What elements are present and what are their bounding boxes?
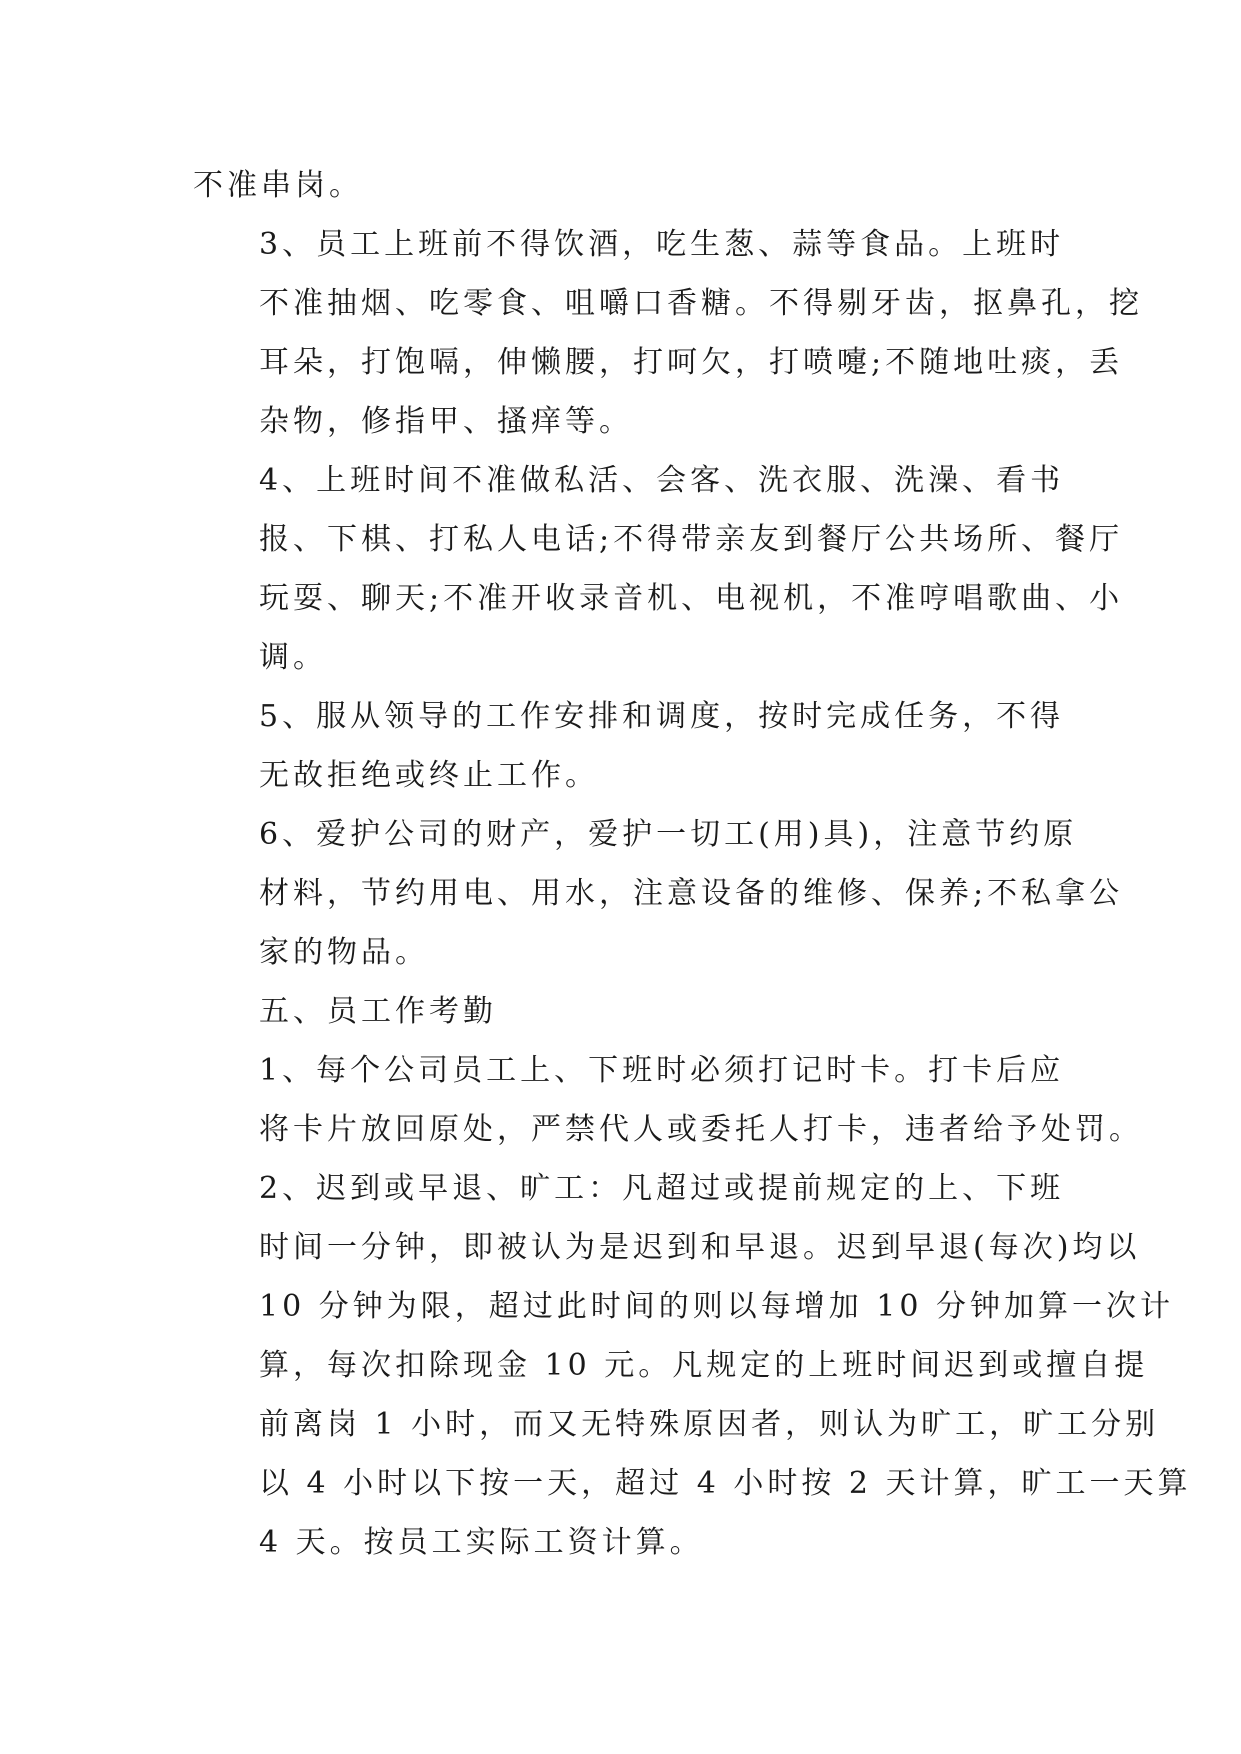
text-line: 耳朵，打饱嗝，伸懒腰，打呵欠，打喷嚏;不随地吐痰，丢 — [259, 345, 1124, 380]
paragraph-rule-4 — [193, 451, 1124, 687]
text-line: 无故拒绝或终止工作。 — [259, 758, 599, 793]
text-line: 五、员工作考勤 — [259, 994, 497, 1029]
text-line: 时间一分钟，即被认为是迟到和早退。迟到早退(每次)均以 — [259, 1230, 1141, 1265]
text-line: 材料，节约用电、用水，注意设备的维修、保养;不私拿公 — [259, 876, 1124, 911]
text-line: 报、下棋、打私人电话;不得带亲友到餐厅公共场所、餐厅 — [259, 522, 1124, 557]
text-line: 以 4 小时以下按一天，超过 4 小时按 2 天计算，旷工一天算 — [259, 1466, 1192, 1501]
text-line: 将卡片放回原处，严禁代人或委托人打卡，违者给予处罚。 — [259, 1112, 1143, 1147]
text-line: 杂物，修指甲、搔痒等。 — [259, 404, 633, 439]
text-line: 算，每次扣除现金 10 元。凡规定的上班时间迟到或擅自提 — [259, 1348, 1149, 1383]
paragraph-attendance-2 — [193, 1159, 1192, 1572]
text-line: 4、上班时间不准做私活、会客、洗衣服、洗澡、看书 — [259, 463, 1065, 498]
text-line: 不准串岗。 — [193, 168, 363, 203]
text-line: 10 分钟为限，超过此时间的则以每增加 10 分钟加算一次计 — [259, 1289, 1174, 1324]
text-line: 不准抽烟、吃零食、咀嚼口香糖。不得剔牙齿，抠鼻孔，挖 — [259, 286, 1143, 321]
text-line: 6、爱护公司的财产，爱护一切工(用)具)，注意节约原 — [259, 817, 1078, 852]
text-line: 前离岗 1 小时，而又无特殊原因者，则认为旷工，旷工分别 — [259, 1407, 1160, 1442]
section-heading-attendance — [193, 982, 1093, 1041]
text-line: 1、每个公司员工上、下班时必须打记时卡。打卡后应 — [259, 1053, 1065, 1088]
document-body — [193, 156, 1192, 1572]
text-line: 5、服从领导的工作安排和调度，按时完成任务，不得 — [259, 699, 1065, 734]
paragraph-attendance-1 — [193, 1041, 1143, 1159]
text-line: 3、员工上班前不得饮酒，吃生葱、蒜等食品。上班时 — [259, 227, 1065, 262]
paragraph-rule-3 — [193, 215, 1143, 451]
text-line: 调。 — [259, 640, 327, 675]
paragraph-rule-6 — [193, 805, 1124, 982]
paragraph-rule-5 — [193, 687, 1093, 805]
text-line: 4 天。按员工实际工资计算。 — [259, 1525, 704, 1560]
paragraph-continuation — [193, 156, 1093, 215]
text-line: 2、迟到或早退、旷工：凡超过或提前规定的上、下班 — [259, 1171, 1065, 1206]
text-line: 玩耍、聊天;不准开收录音机、电视机，不准哼唱歌曲、小 — [259, 581, 1124, 616]
text-line: 家的物品。 — [259, 935, 429, 970]
